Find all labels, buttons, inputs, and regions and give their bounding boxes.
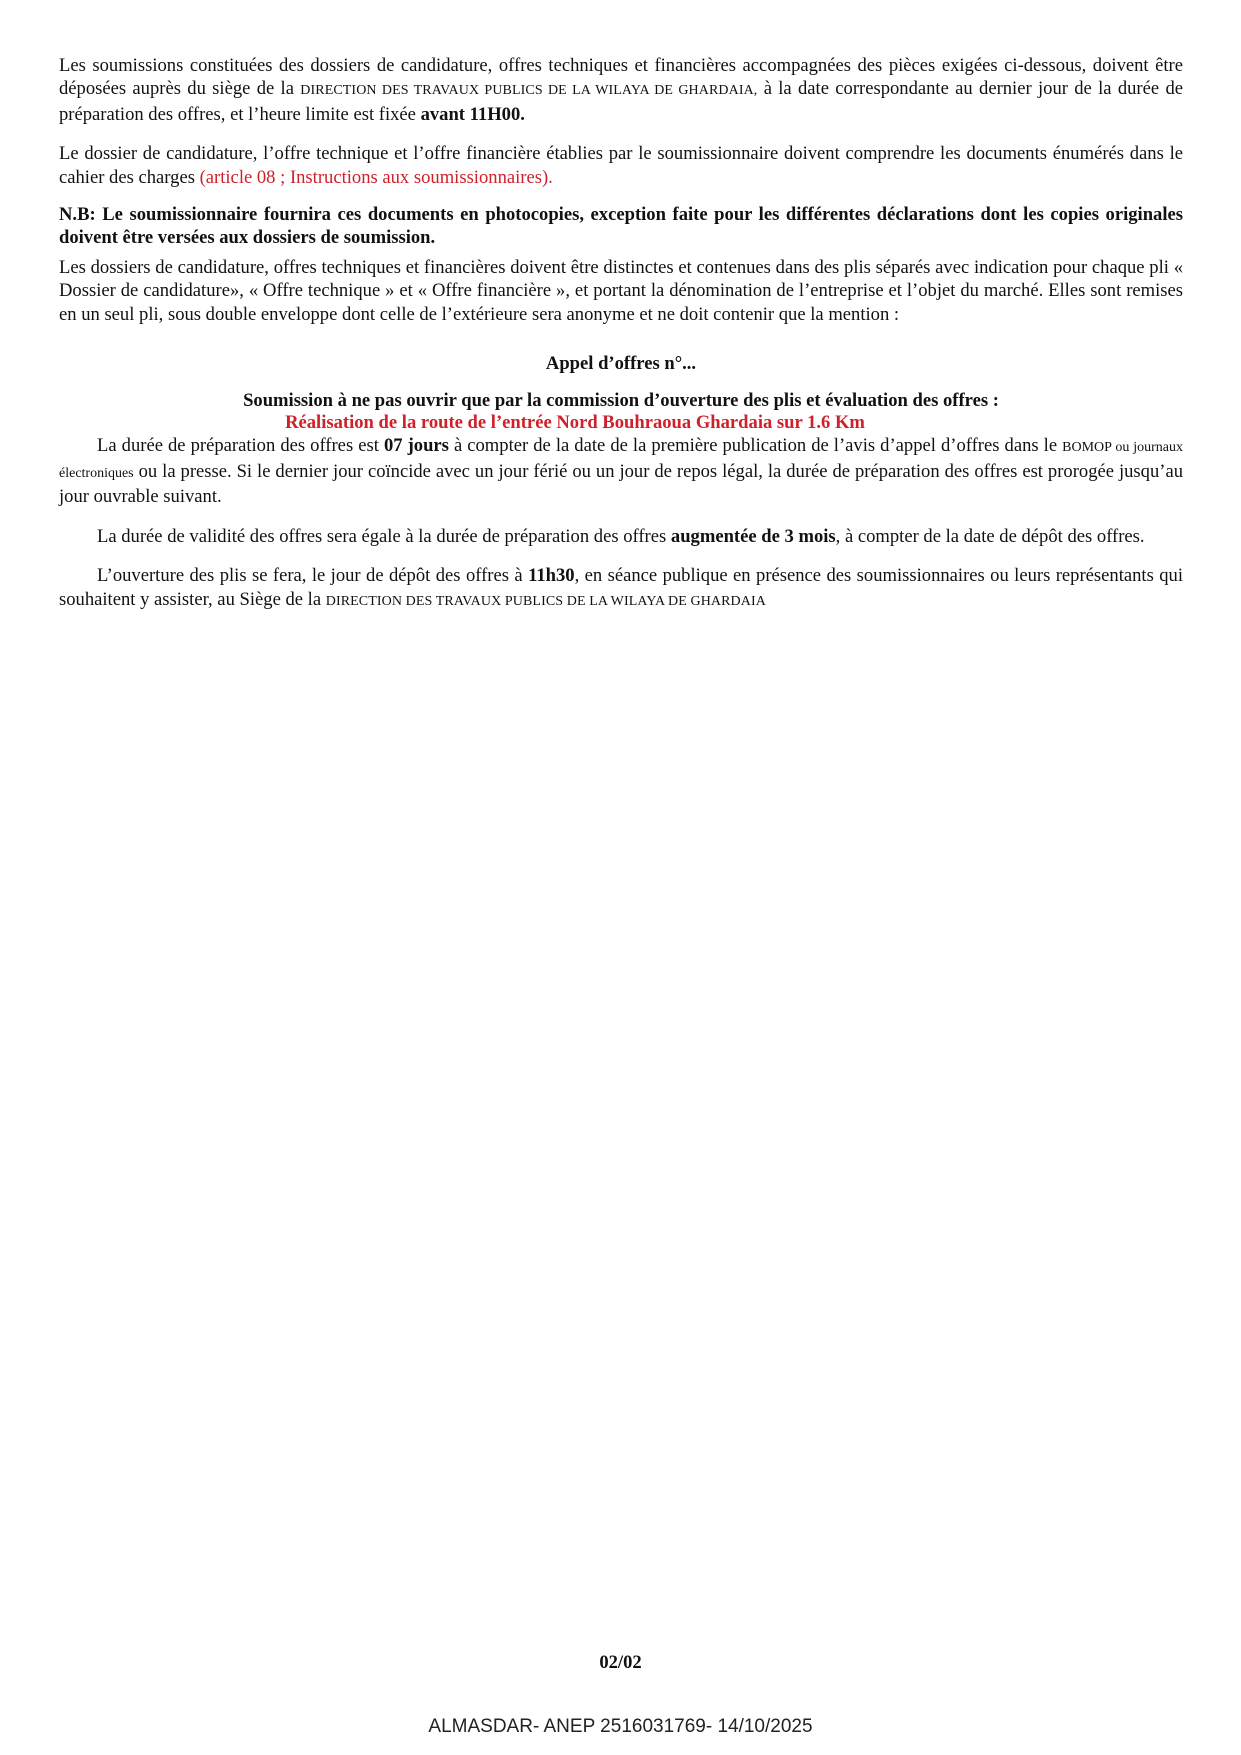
organization-name: DIRECTION DES TRAVAUX PUBLICS DE LA WILAYA DE GHARDAIA xyxy=(325,593,766,609)
do-not-open-notice: Soumission à ne pas ouvrir que par la commission d’ouverture des plis et évaluation des offres : xyxy=(243,390,999,412)
submission-paragraph xyxy=(59,54,1183,126)
opening-text: L’ouverture des plis se fera, le jour de dépôt des offres à xyxy=(97,565,529,587)
documents-text: Le dossier de candidature, l’offre technique et l’offre financière établies par le soumissionnaire doivent comprendre les documents énumérés dans le cahier des charges xyxy=(59,143,1183,188)
tender-number-heading: Appel d’offres n°... xyxy=(545,353,697,375)
publication-media: BOMOP ou journaux électroniques xyxy=(59,440,1183,481)
document-body xyxy=(59,54,1183,613)
duration-text: La durée de préparation des offres est xyxy=(97,435,384,457)
organization-name: DIRECTION DES TRAVAUX PUBLICS DE LA WILAYA DE GHARDAIA, xyxy=(300,83,758,99)
validity-text: La durée de validité des offres sera égale à la durée de préparation des offres xyxy=(97,525,671,547)
validity-text-end: , à compter de la date de dépôt des offres. xyxy=(835,525,1145,547)
validity-extension: augmentée de 3 mois xyxy=(670,525,836,547)
submission-text-continued: à la date correspondante au dernier jour de la durée de préparation des offres, et l’heure limite est fixée xyxy=(59,78,1183,125)
opening-time: 11h30 xyxy=(528,565,575,587)
validity-paragraph xyxy=(59,525,1183,548)
article-reference: (article 08 ; Instructions aux soumissionnaires). xyxy=(199,166,553,188)
duration-text-end: ou la presse. Si le dernier jour coïncide avec un jour férié ou un jour de repos légal, la durée de préparation des offres est prorogée jusqu’au jour ouvrable suivant. xyxy=(59,460,1183,508)
project-object: Réalisation de la route de l’entrée Nord Bouhraoua Ghardaia sur 1.6 Km xyxy=(285,412,865,434)
duration-text-continued: à compter de la date de la première publication de l’avis d’appel d’offres dans le xyxy=(448,435,1063,457)
preparation-duration-paragraph xyxy=(59,434,1183,508)
submission-text: Les soumissions constituées des dossiers de candidature, offres techniques et financières accompagnées des pièces exigées ci-dessous, doivent être déposées auprès du siège de la xyxy=(59,55,1183,100)
page-number: 02/02 xyxy=(599,1652,642,1673)
opening-text-continued: , en séance publique en présence des soumissionnaires ou leurs représentants qui souhaitent y assister, au Siège de la xyxy=(59,565,1184,610)
opening-paragraph xyxy=(59,564,1183,613)
duration-value: 07 jours xyxy=(383,435,449,457)
envelopes-paragraph: Les dossiers de candidature, offres techniques et financières doivent être distinctes et contenues dans des plis séparés avec indication pour chaque pli « Dossier de candidature», « Offre technique » et « Offre financière », et portant la dénomination de l’entreprise et l’objet du marché. Elles sont remises en un seul pli, sous double enveloppe dont celle de l’extérieure sera anonyme et ne doit contenir que la mention : xyxy=(59,256,1183,325)
deadline-time: avant 11H00. xyxy=(420,103,525,125)
nb-note: N.B: Le soumissionnaire fournira ces documents en photocopies, exception faite pour les différentes déclarations dont les copies originales doivent être versées aux dossiers de soumission. xyxy=(59,204,1183,249)
publication-footer: ALMASDAR- ANEP 2516031769- 14/10/2025 xyxy=(428,1716,813,1737)
documents-paragraph xyxy=(59,142,1183,189)
